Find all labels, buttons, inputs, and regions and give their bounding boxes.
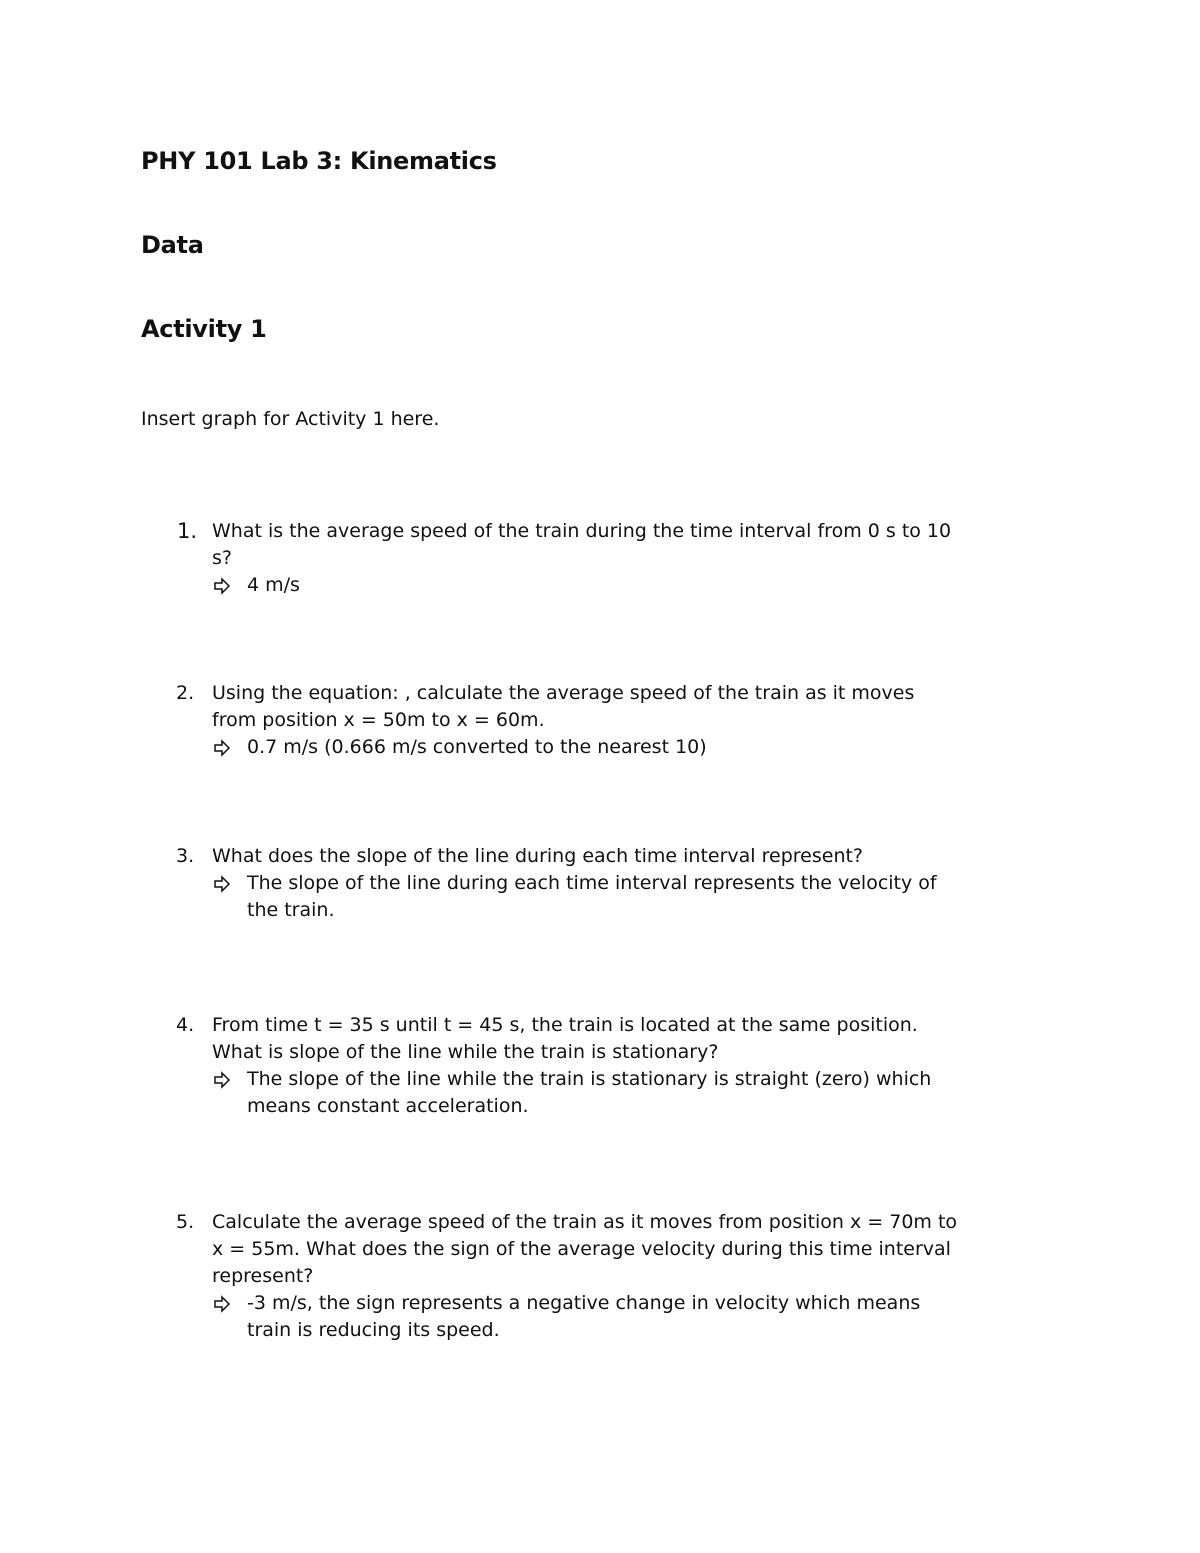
question-text-line: From time t = 35 s until t = 45 s, the train is located at the same position. — [212, 1014, 918, 1036]
question-body — [212, 1012, 1072, 1120]
question-body — [212, 843, 1072, 924]
answer-text-line: The slope of the line while the train is stationary is straight (zero) which — [247, 1068, 932, 1090]
question-number: 1. — [177, 519, 198, 543]
answer-text-line: 4 m/s — [247, 574, 300, 596]
answer — [212, 572, 1072, 599]
question-number: 5. — [176, 1211, 195, 1233]
answer — [212, 1290, 1072, 1344]
question-text-line: What does the slope of the line during each time interval represent? — [212, 845, 864, 867]
question-text-line: x = 55m. What does the sign of the average velocity during this time interval — [212, 1238, 951, 1260]
section-heading-data: Data — [141, 231, 204, 259]
question-number: 3. — [176, 845, 195, 867]
question-text-line: Using the equation: , calculate the average speed of the train as it moves — [212, 682, 915, 704]
question-text-line: Calculate the average speed of the train as it moves from position x = 70m to — [212, 1211, 958, 1233]
activity-heading: Activity 1 — [141, 315, 267, 343]
insert-graph-instruction: Insert graph for Activity 1 here. — [141, 408, 440, 430]
question-text-line: What is slope of the line while the train is stationary? — [212, 1041, 719, 1063]
question-body — [212, 1209, 1072, 1344]
answer-text-line: The slope of the line during each time interval represents the velocity of — [247, 872, 937, 894]
question-body — [212, 518, 1072, 599]
question-number: 4. — [176, 1014, 195, 1036]
outlined-right-arrow-icon — [212, 572, 232, 599]
question-body — [212, 680, 1072, 761]
answer — [212, 734, 1072, 761]
question-number: 2. — [176, 682, 195, 704]
answer-text-line: train is reducing its speed. — [247, 1319, 500, 1341]
question-text-line: represent? — [212, 1265, 314, 1287]
answer-text-line: the train. — [247, 899, 335, 921]
answer — [212, 870, 1072, 924]
outlined-right-arrow-icon — [212, 1290, 232, 1317]
question-text-line: from position x = 50m to x = 60m. — [212, 709, 545, 731]
answer-text-line: means constant acceleration. — [247, 1095, 529, 1117]
outlined-right-arrow-icon — [212, 870, 232, 897]
question-text-line: What is the average speed of the train during the time interval from 0 s to 10 — [212, 520, 952, 542]
document-title: PHY 101 Lab 3: Kinematics — [141, 147, 497, 175]
answer-text-line: 0.7 m/s (0.666 m/s converted to the nearest 10) — [247, 736, 707, 758]
answer — [212, 1066, 1072, 1120]
outlined-right-arrow-icon — [212, 734, 232, 761]
question-text-line: s? — [212, 547, 232, 569]
answer-text-line: -3 m/s, the sign represents a negative change in velocity which means — [247, 1292, 921, 1314]
outlined-right-arrow-icon — [212, 1066, 232, 1093]
